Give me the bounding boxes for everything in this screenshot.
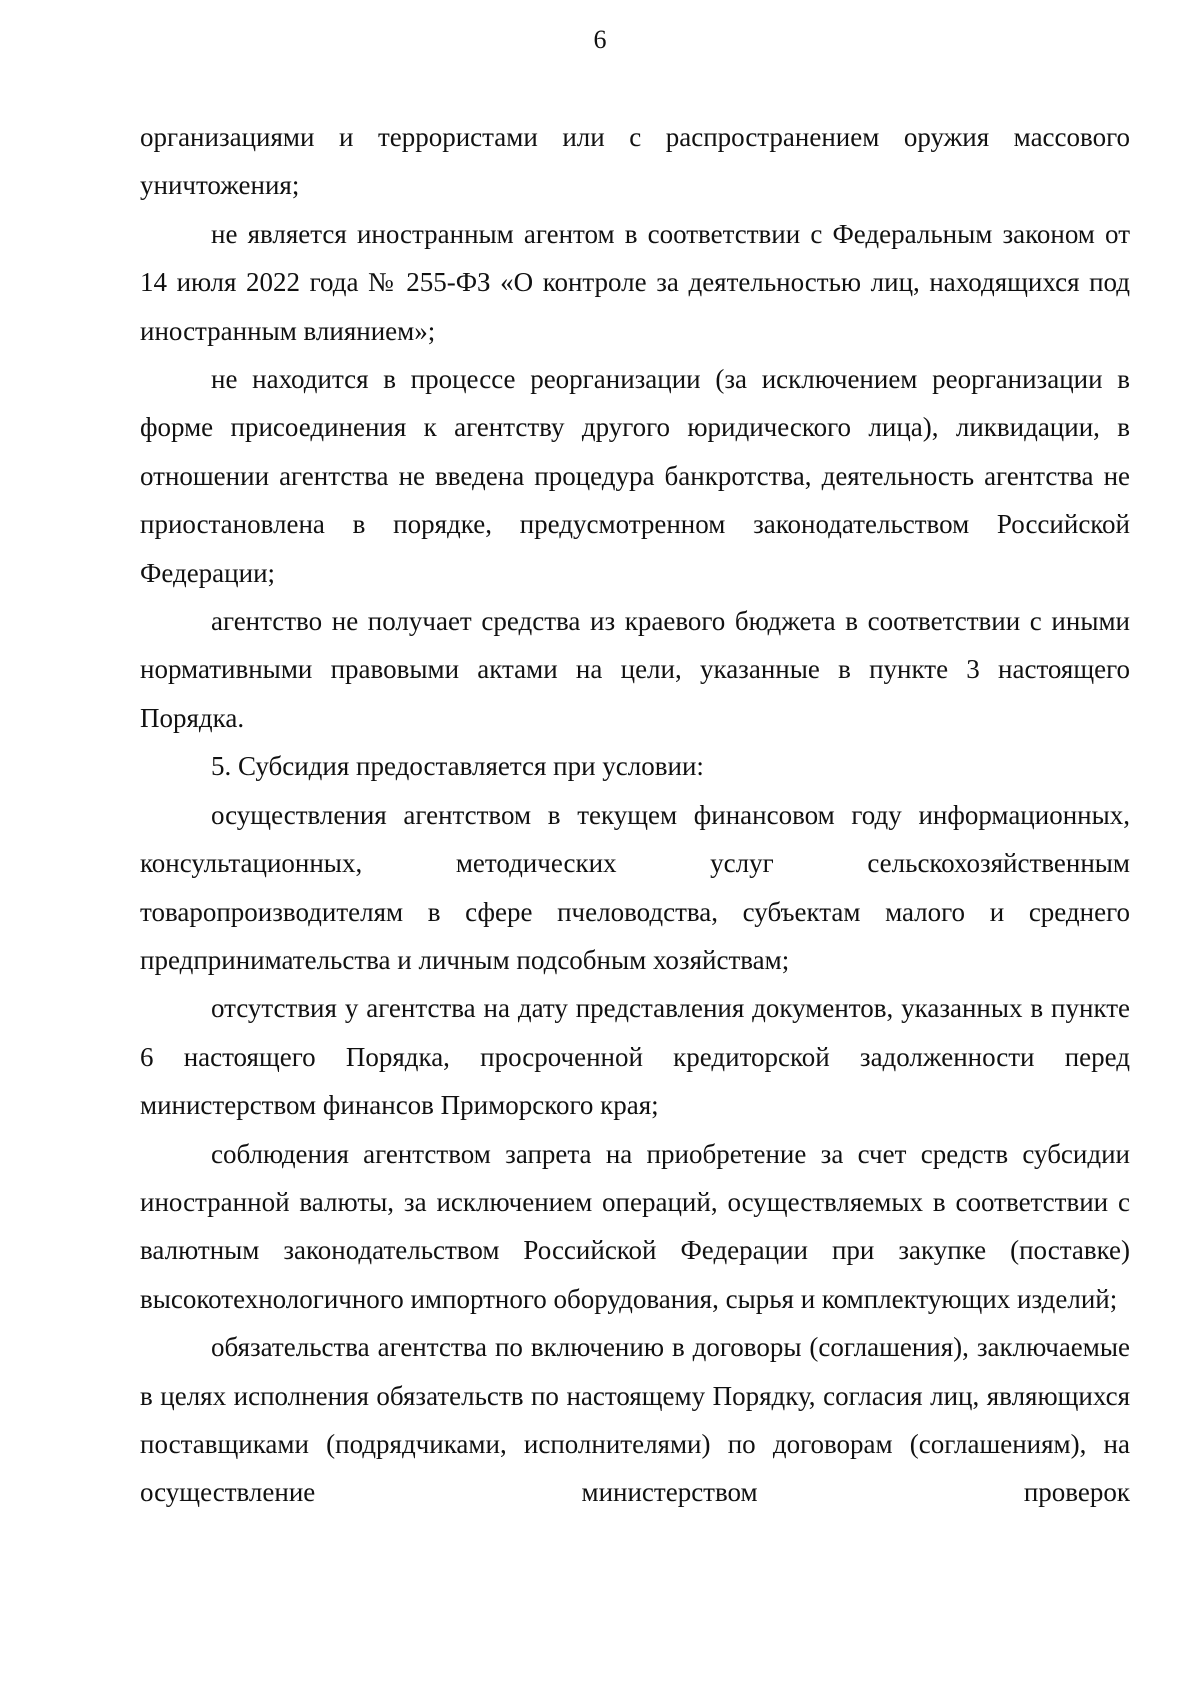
paragraph-budget-funds: агентство не получает средства из краевого бюджета в соответствии с иными нормативными правовыми актами на цели, указанные в пункте 3 настоящего Порядка. <box>140 606 1130 733</box>
paragraph-services: осуществления агентством в текущем финансовом году информационных, консультационных, методических услуг сельскохозяйственным товаропроизводителям в сфере пчеловодства, субъектам малого и среднего предпринимательства и личным подсобным хозяйствам; <box>140 799 1130 975</box>
paragraph-contract-obligations: обязательства агентства по включению в договоры (соглашения), заключаемые в целях исполнения обязательств по настоящему Порядку, согласия лиц, являющихся поставщиками (подрядчиками, исполнителями) по договорам (соглашениям), на осуществление министерством проверок <box>140 1332 1130 1508</box>
paragraph-no-debt: отсутствия у агентства на дату представления документов, указанных в пункте 6 настоящего Порядка, просроченной кредиторской задолженности перед министерством финансов Приморского края; <box>140 993 1130 1121</box>
paragraph-reorganization: не находится в процессе реорганизации (за исключением реорганизации в форме присоединения к агентству другого юридического лица), ликвидации, в отношении агентства не введена процедура банкротства, деятельность агентства не приостановлена в порядке, предусмотренном законодательством Российской Федерации; <box>140 364 1130 588</box>
paragraph-section-5-heading: 5. Субсидия предоставляется при условии: <box>211 751 704 782</box>
document-body <box>140 113 1130 1517</box>
page-number: 6 <box>593 25 607 54</box>
paragraph-continuation: организациями и террористами или с распространением оружия массового уничтожения; <box>140 122 1130 201</box>
paragraph-foreign-agent: не является иностранным агентом в соответствии с Федеральным законом от 14 июля 2022 года № 255-ФЗ «О контроле за деятельностью лиц, находящихся под иностранным влиянием»; <box>140 218 1130 346</box>
paragraph-currency-ban: соблюдения агентством запрета на приобретение за счет средств субсидии иностранной валюты, за исключением операций, осуществляемых в соответствии с валютным законодательством Российской Федерации при закупке (поставке) высокотехнологичного импортного оборудования, сырья и комплектующих изделий; <box>140 1138 1130 1314</box>
